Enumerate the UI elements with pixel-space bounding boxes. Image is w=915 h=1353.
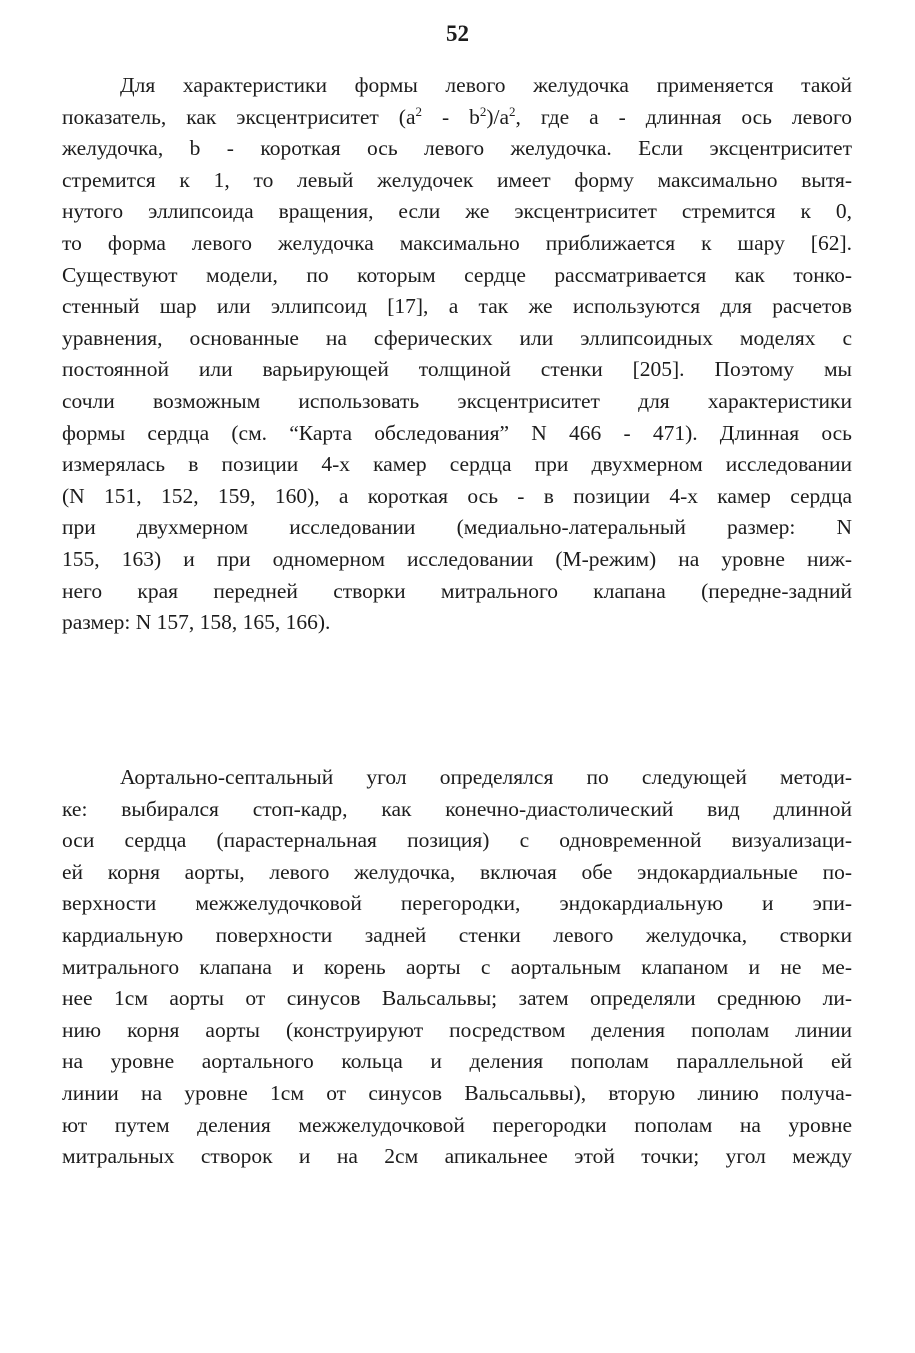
text-line: Аортально-септальный угол определялся по следующей методи- <box>120 765 852 789</box>
text-line: Для характеристики формы левого желудочка применяется такой <box>120 73 852 97</box>
text-line: ке: выбирался стоп-кадр, как конечно-диастолический вид длинной <box>62 796 852 821</box>
text-line: митрального клапана и корень аорты с аортальным клапаном и не ме- <box>62 954 852 979</box>
text-line: уравнения, основанные на сферических или эллипсоидных моделях с <box>62 325 852 350</box>
text-line: измерялась в позиции 4-х камер сердца при двухмерном исследовании <box>62 452 852 477</box>
text-line: размер: N 157, 158, 165, 166). <box>62 610 331 635</box>
text-line: митральных створок и на 2см апикальнее этой точки; угол между <box>62 1144 852 1169</box>
text-line: показатель, как эксцентриситет $(a^2 - b^2)/a^2$, где a - длинная ось левого <box>62 103 852 129</box>
text-line: при двухмерном исследовании (медиально-латеральный размер: N <box>62 515 852 540</box>
text-line: ют путем деления межжелудочковой перегородки пополам на уровне <box>62 1112 852 1137</box>
page-number: 52 <box>446 21 469 46</box>
text-line: нее 1см аорты от синусов Вальсальвы; затем определяли среднюю ли- <box>62 986 852 1011</box>
text-line: него края передней створки митрального клапана (передне-задний <box>62 578 852 603</box>
text-line: то форма левого желудочка максимально приближается к шару [62]. <box>62 230 852 255</box>
text-line: кардиальную поверхности задней стенки левого желудочка, створки <box>62 922 852 947</box>
paragraph-eccentricity <box>62 70 852 639</box>
text-line: постоянной или варьирующей толщиной стенки [205]. Поэтому мы <box>62 357 852 382</box>
text-line: сочли возможным использовать эксцентриситет для характеристики <box>62 388 852 413</box>
text-line: стенный шар или эллипсоид [17], а так же используются для расчетов <box>62 294 852 319</box>
text-line: оси сердца (парастернальная позиция) с одновременной визуализаци- <box>62 828 852 853</box>
text-line: ей корня аорты, левого желудочка, включая обе эндокардиальные по- <box>62 859 852 884</box>
text-line: формы сердца (см. “Карта обследования” N 466 - 471). Длинная ось <box>62 420 852 445</box>
text-line: желудочка, b - короткая ось левого желудочка. Если эксцентриситет <box>62 136 852 161</box>
paragraph-aortoseptal-angle <box>62 762 852 1173</box>
text-line: на уровне аортального кольца и деления пополам параллельной ей <box>62 1049 852 1074</box>
text-line: Существуют модели, по которым сердце рассматривается как тонко- <box>62 262 852 287</box>
text-line: верхности межжелудочковой перегородки, эндокардиальную и эпи- <box>62 891 852 916</box>
text-line: (N 151, 152, 159, 160), а короткая ось - в позиции 4-х камер сердца <box>62 483 852 508</box>
text-line: линии на уровне 1см от синусов Вальсальвы), вторую линию получа- <box>62 1080 852 1105</box>
text-line: нию корня аорты (конструируют посредством деления пополам линии <box>62 1017 852 1042</box>
text-line: стремится к 1, то левый желудочек имеет форму максимально вытя- <box>62 167 852 192</box>
text-line: 155, 163) и при одномерном исследовании (М-режим) на уровне ниж- <box>62 546 852 571</box>
text-line: нутого эллипсоида вращения, если же эксцентриситет стремится к 0, <box>62 199 852 224</box>
